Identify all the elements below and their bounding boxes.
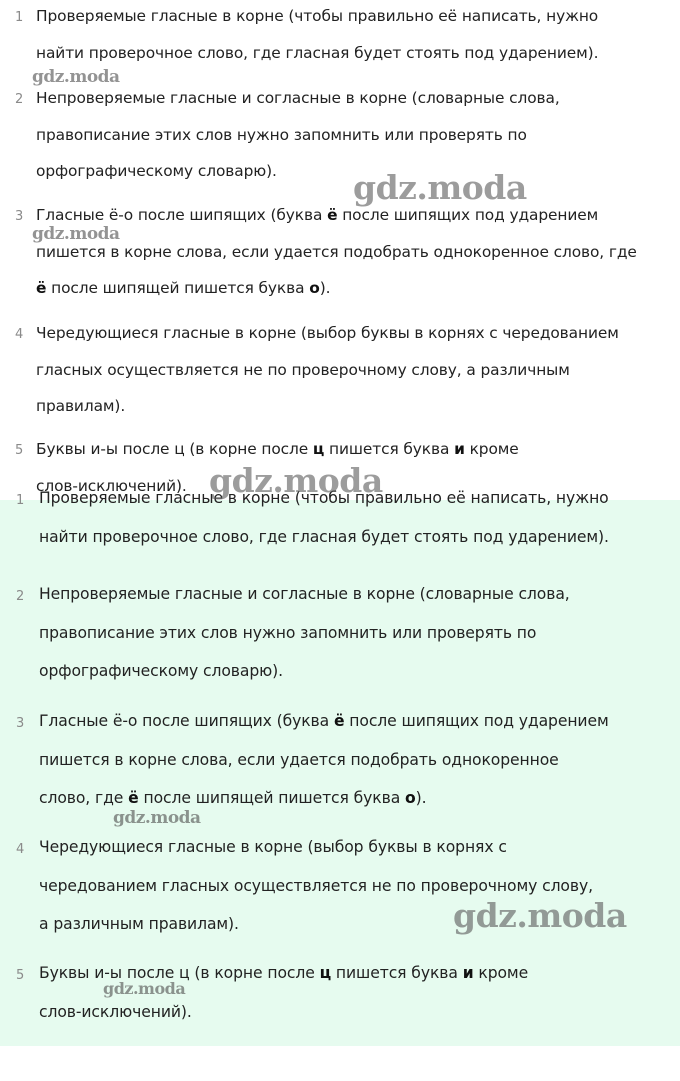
item-text: Проверяемые гласные в корне (чтобы правильно её написать, нужно найти проверочное слово, где гласная будет стоять под ударением). (36, 7, 599, 62)
item-number: 2 (16, 589, 25, 604)
item-text: Непроверяемые гласные и согласные в корне (словарные слова, правописание этих слов нужно запомнить или проверять по орфографическому словарю). (39, 585, 570, 680)
item-text: Буквы и-ы после ц (в корне после ц пишется буква и кроме слов-исключений). (36, 440, 519, 495)
bottom-list (0, 489, 680, 1046)
watermark: gdz.moda (103, 979, 186, 998)
item-text: Гласные ё-о после шипящих (буква ё после шипящих под ударением пишется в корне слова, если удается подобрать однокоренное слово, где ё после шипящей пишется буква о). (36, 206, 637, 297)
watermark: gdz.moda (453, 896, 627, 935)
item-number: 5 (15, 443, 24, 458)
watermark: gdz.moda (113, 808, 201, 828)
item-text: Проверяемые гласные в корне (чтобы правильно её написать, нужно найти проверочное слово, где гласная будет стоять под ударением). (39, 489, 609, 546)
watermark: gdz.moda (32, 224, 120, 244)
item-text: Чередующиеся гласные в корне (выбор буквы в корнях с чередованием гласных осуществляется не по проверочному слову, а различным правилам). (39, 838, 593, 933)
item-number: 4 (16, 842, 25, 857)
item-number: 1 (15, 10, 24, 25)
item-text: Чередующиеся гласные в корне (выбор буквы в корнях с чередованием гласных осуществляется не по проверочному слову, а различным правилам). (36, 324, 619, 415)
item-number: 1 (16, 493, 25, 508)
watermark: gdz.moda (32, 67, 120, 87)
item-number: 4 (15, 327, 24, 342)
item-text: Непроверяемые гласные и согласные в корне (словарные слова, правописание этих слов нужно запомнить или проверять по орфографическому словарю). (36, 89, 560, 180)
item-text: Гласные ё-о после шипящих (буква ё после шипящих под ударением пишется в корне слова, если удается подобрать однокоренное слово, где ё после шипящей пишется буква о). (39, 712, 609, 807)
watermark: gdz.moda (353, 168, 527, 207)
item-number: 2 (15, 92, 24, 107)
watermark: gdz.moda (209, 461, 383, 500)
item-number: 3 (16, 716, 25, 731)
item-text: Буквы и-ы после ц (в корне после ц пишется буква и кроме слов-исключений). (39, 964, 529, 1021)
item-number: 5 (16, 968, 25, 983)
item-number: 3 (15, 209, 24, 224)
